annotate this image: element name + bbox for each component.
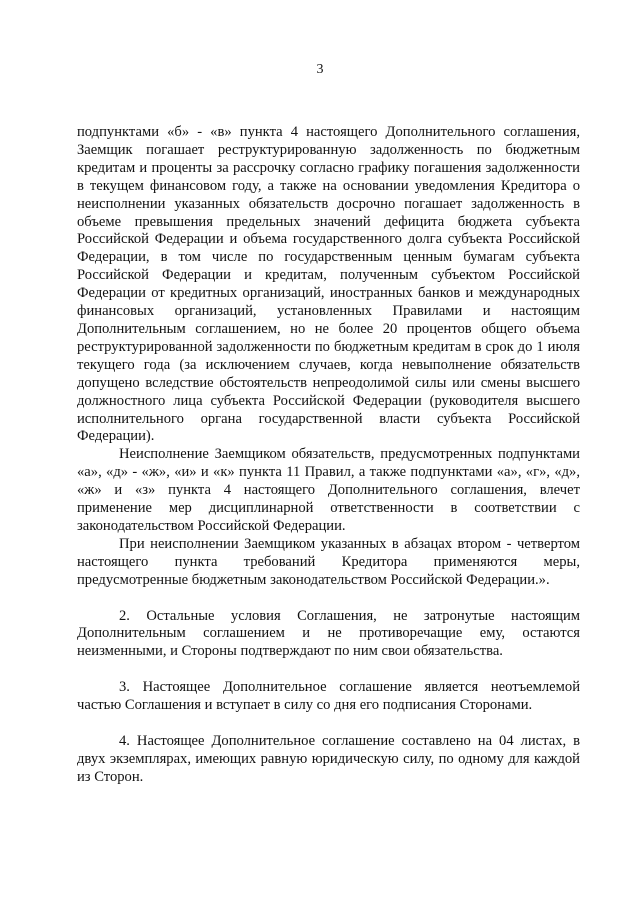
paragraph-liability: Неисполнение Заемщиком обязательств, предусмотренных подпунктами «а», «д» - «ж», «и» и «к» пункта 11 Правил, а также подпунктами «а», «г», «д», «ж» и «з» пункта 4 настоящего Дополнительного соглашения, влечет применение мер дисциплинарной ответственности в соответствии с законодательством Российской Федерации. [77,446,580,534]
paragraph-continuation: подпунктами «б» - «в» пункта 4 настоящего Дополнительного соглашения, Заемщик погашает реструктурированную задолженность по бюджетным кредитам и проценты за рассрочку согласно графику погашения задолженности в текущем финансовом году, а также на основании уведомления Кредитора о неисполнении указанных обязательств досрочно погашает задолженность в объеме превышения предельных значений дефицита бюджета субъекта Российской Федерации и объема государственного долга субъекта Российской Федерации, в том числе по государственным ценным бумагам субъекта Российской Федерации и кредитам, полученным субъектом Российской Федерации от кредитных организаций, иностранных банков и международных финансовых организаций, установленных Правилами и настоящим Дополнительным соглашением, но не более 20 процентов общего объема реструктурированной задолженности по бюджетным кредитам в срок до 1 июля текущего года (за исключением случаев, когда невыполнение обязательств допущено вследствие обстоятельств непреодолимой силы или смены высшего должностного лица субъекта Российской Федерации (руководителя высшего исполнительного органа государственной власти субъекта Российской Федерации). [77,124,580,445]
paragraph-clause-3: 3. Настоящее Дополнительное соглашение является неотъемлемой частью Соглашения и вступает в силу со дня его подписания Сторонами. [77,679,580,714]
document-body [77,124,580,787]
paragraph-measures: При неисполнении Заемщиком указанных в абзацах втором - четвертом настоящего пункта требований Кредитора применяются меры, предусмотренные бюджетным законодательством Российской Федерации.». [77,535,580,588]
page-number: 3 [316,62,324,77]
paragraph-clause-2: 2. Остальные условия Соглашения, не затронутые настоящим Дополнительным соглашением и не противоречащие ему, остаются неизменными, и Стороны подтверждают по ним свои обязательства. [77,607,580,660]
paragraph-clause-4: 4. Настоящее Дополнительное соглашение составлено на 04 листах, в двух экземплярах, имеющих равную юридическую силу, по одному для каждой из Сторон. [77,733,580,785]
